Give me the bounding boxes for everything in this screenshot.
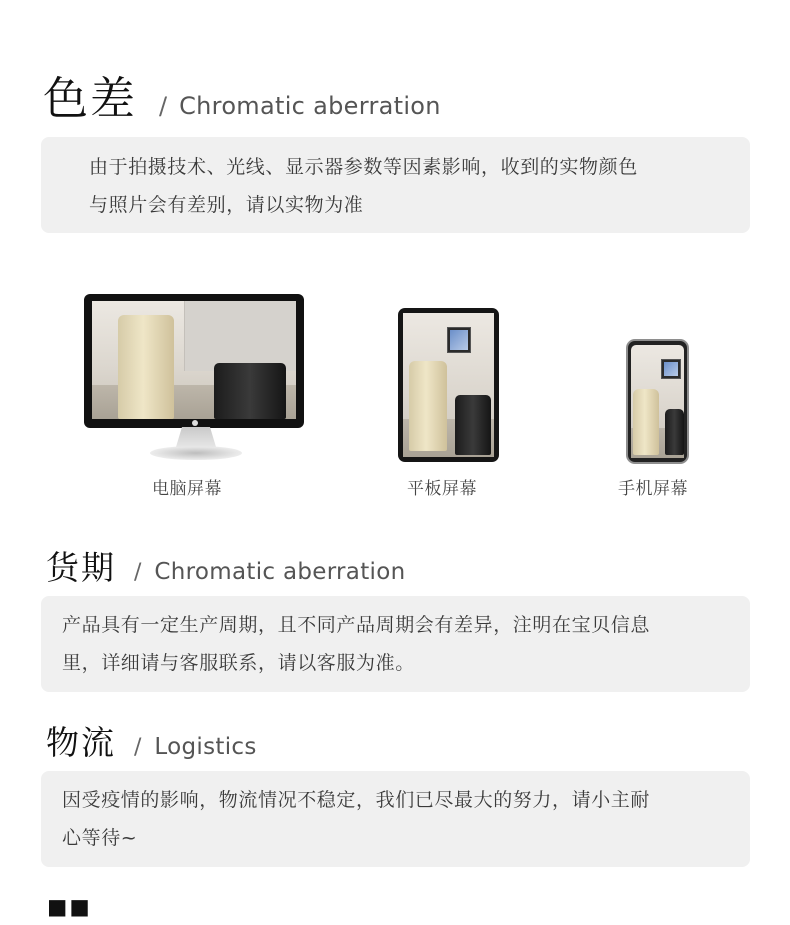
section-title-en: Logistics bbox=[154, 734, 257, 760]
chromatic-aberration-note bbox=[41, 137, 750, 233]
monitor-label: 电脑屏幕 bbox=[152, 479, 222, 499]
next-section-heading-partial bbox=[46, 886, 118, 925]
partial-heading-glyphs: ▪▪ bbox=[46, 886, 91, 925]
phone-image bbox=[626, 339, 689, 464]
black-stool bbox=[455, 395, 491, 455]
section-heading-logistics bbox=[46, 717, 257, 764]
section-heading-lead-time bbox=[46, 542, 405, 589]
monitor-screen bbox=[92, 301, 296, 419]
wall-panel bbox=[184, 301, 296, 371]
section-title-zh: 货期 bbox=[46, 548, 116, 587]
note-text: 由于拍摄技术、光线、显示器参数等因素影响，收到的实物颜色 与照片会有差别，请以实物为准 bbox=[89, 156, 638, 216]
phone-screen bbox=[631, 345, 684, 458]
tablet-image bbox=[398, 308, 499, 462]
beige-stool bbox=[633, 389, 659, 455]
lead-time-note bbox=[41, 596, 750, 692]
title-separator: / bbox=[134, 560, 142, 585]
black-stool bbox=[214, 363, 286, 419]
title-separator: / bbox=[159, 92, 168, 120]
title-separator: / bbox=[134, 735, 142, 760]
monitor-image bbox=[84, 294, 304, 428]
black-stool bbox=[665, 409, 684, 455]
tv-inset bbox=[447, 327, 471, 353]
tablet-label: 平板屏幕 bbox=[407, 479, 477, 499]
section-title-en: Chromatic aberration bbox=[179, 92, 441, 120]
apple-logo-icon bbox=[192, 420, 198, 426]
tv-inset bbox=[661, 359, 681, 379]
phone-label: 手机屏幕 bbox=[618, 479, 688, 499]
section-title-zh: 物流 bbox=[46, 723, 116, 762]
logistics-note bbox=[41, 771, 750, 867]
monitor-base bbox=[150, 446, 242, 460]
tablet-screen bbox=[403, 313, 494, 457]
section-title-en: Chromatic aberration bbox=[154, 559, 406, 585]
note-text: 产品具有一定生产周期，且不同产品周期会有差异，注明在宝贝信息 里，详细请与客服联系，请以客服为准。 bbox=[62, 614, 651, 674]
note-text: 因受疫情的影响，物流情况不稳定，我们已尽最大的努力，请小主耐 心等待~ bbox=[62, 789, 651, 849]
section-title-zh: 色差 bbox=[43, 72, 138, 125]
beige-stool bbox=[409, 361, 447, 451]
monitor-stand bbox=[176, 427, 216, 447]
beige-stool bbox=[118, 315, 174, 419]
section-heading-chromatic-aberration bbox=[43, 62, 441, 127]
